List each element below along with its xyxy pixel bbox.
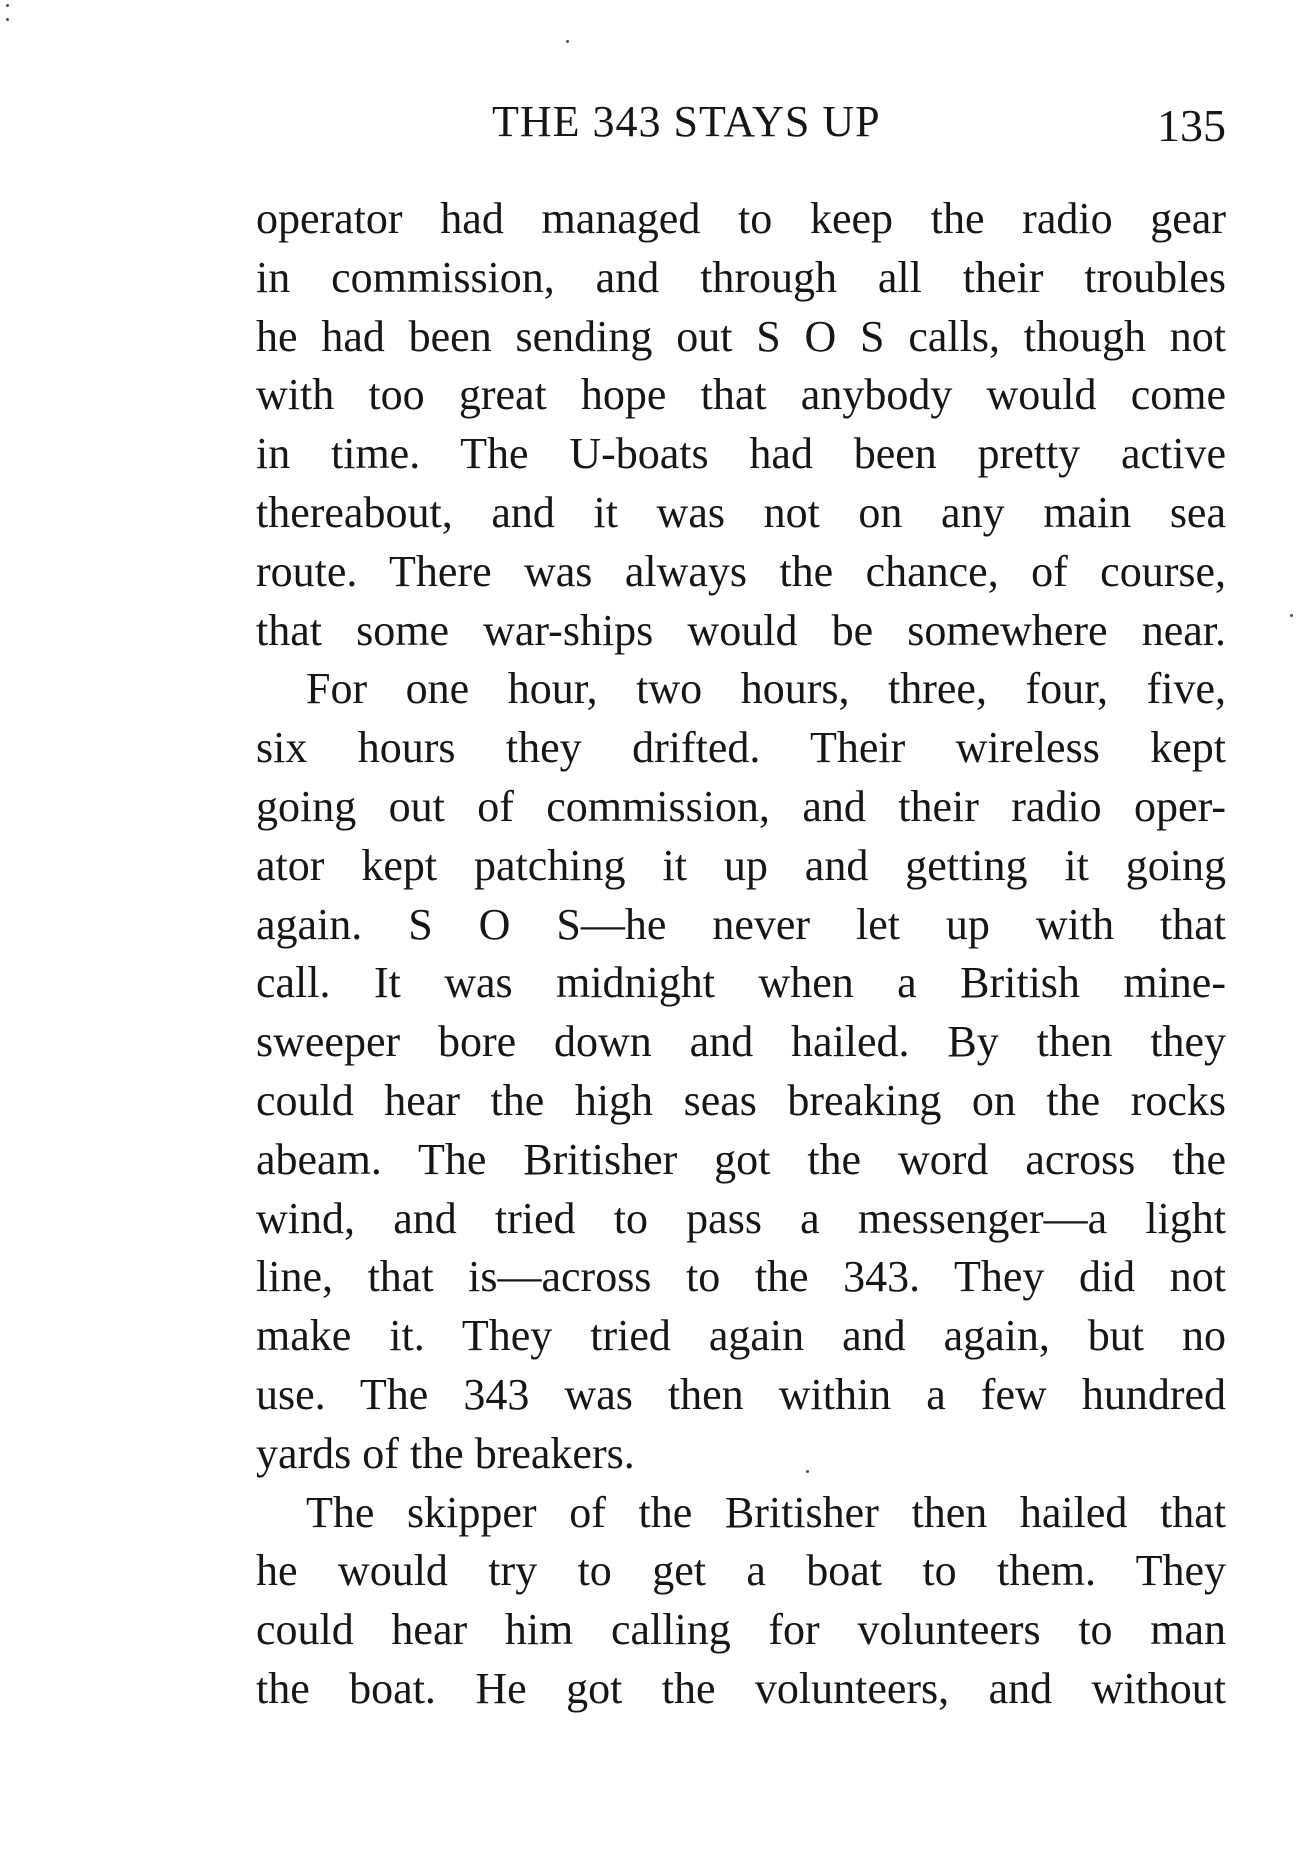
text-line: thereabout, and it was not on any main sea	[256, 487, 1226, 537]
text-line: wind, and tried to pass a messenger—a light	[256, 1193, 1226, 1243]
text-line: For one hour, two hours, three, four, five,	[306, 664, 1226, 714]
text-line: line, that is—across to the 343. They did not	[256, 1252, 1226, 1302]
text-line: The skipper of the Britisher then hailed that	[306, 1487, 1226, 1537]
text-line: could hear him calling for volunteers to man	[256, 1605, 1226, 1655]
text-line: yards of the breakers.	[256, 1428, 635, 1478]
text-line: call. It was midnight when a British mine-	[256, 958, 1226, 1008]
text-line: again. S O S—he never let up with that	[256, 899, 1226, 949]
text-line: operator had managed to keep the radio gear	[256, 194, 1226, 243]
text-line: sweeper bore down and hailed. By then they	[256, 1017, 1226, 1067]
text-line: could hear the high seas breaking on the rocks	[256, 1075, 1226, 1125]
text-line: in commission, and through all their troubles	[256, 252, 1226, 302]
text-line: abeam. The Britisher got the word across the	[256, 1134, 1226, 1184]
body-text	[256, 190, 1226, 1719]
text-line: he would try to get a boat to them. They	[256, 1546, 1226, 1596]
text-line: with too great hope that anybody would come	[256, 370, 1226, 420]
text-line: going out of commission, and their radio oper-	[256, 781, 1226, 831]
scan-speck	[6, 4, 9, 7]
text-line: in time. The U-boats had been pretty active	[256, 429, 1226, 479]
running-head: THE 343 STAYS UP	[492, 97, 881, 146]
text-line: use. The 343 was then within a few hundred	[256, 1369, 1226, 1419]
text-line: six hours they drifted. Their wireless kept	[256, 723, 1226, 773]
text-line: he had been sending out S O S calls, though not	[256, 311, 1226, 361]
scan-speck	[806, 1470, 809, 1473]
scan-speck	[6, 18, 9, 21]
text-line: make it. They tried again and again, but no	[256, 1311, 1226, 1361]
scan-speck	[566, 40, 569, 43]
text-line: the boat. He got the volunteers, and without	[256, 1663, 1226, 1713]
page-header	[256, 92, 1226, 162]
paragraph	[256, 1484, 1226, 1719]
text-line: route. There was always the chance, of course,	[256, 546, 1226, 596]
page-number: 135	[1157, 100, 1226, 151]
text-line: that some war-ships would be somewhere near.	[256, 605, 1226, 655]
paragraph	[256, 190, 1226, 660]
paragraph	[256, 660, 1226, 1483]
scan-speck	[1290, 614, 1293, 617]
text-line: ator kept patching it up and getting it going	[256, 840, 1226, 890]
